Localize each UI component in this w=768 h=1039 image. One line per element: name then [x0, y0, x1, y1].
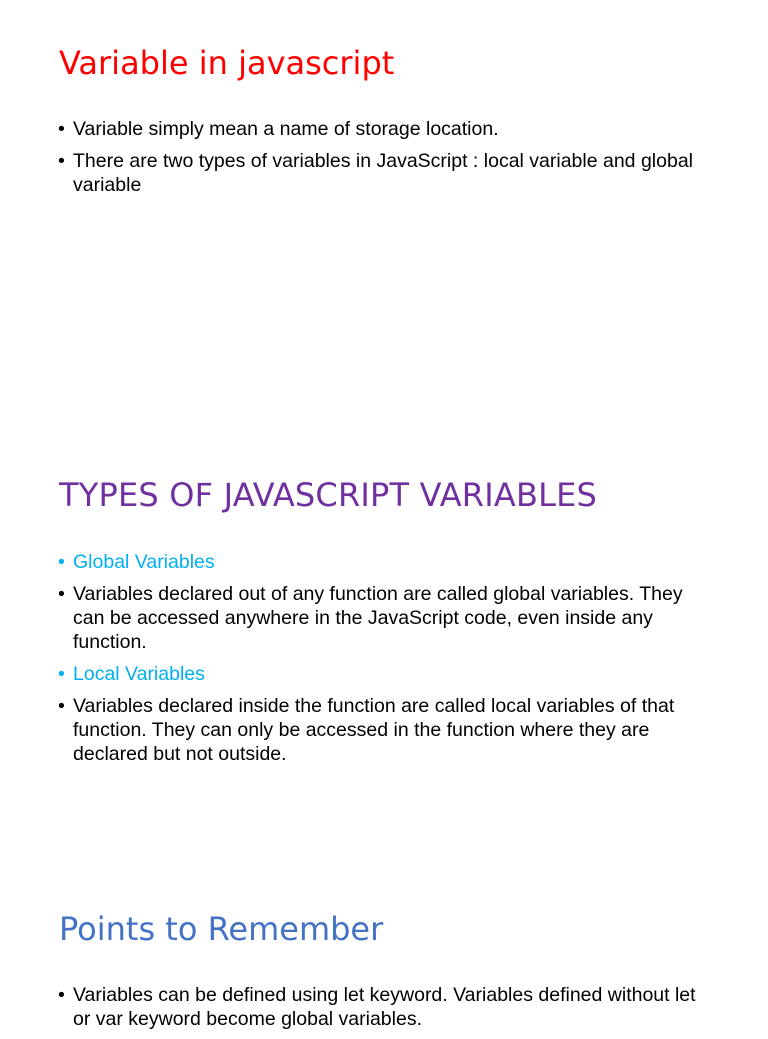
bullet-dot-icon: •: [58, 551, 65, 573]
bullet-subheading-local: [58, 662, 718, 686]
slide-title: TYPES OF JAVASCRIPT VARIABLES: [59, 476, 598, 514]
slide-title: Variable in javascript: [59, 44, 395, 82]
bullet-item: [58, 117, 718, 141]
bullet-text: Variable simply mean a name of storage location.: [73, 118, 499, 140]
bullet-dot-icon: •: [58, 695, 65, 717]
bullet-text: Variables can be defined using let keyword. Variables defined without let or var keyword become global variables.: [73, 984, 696, 1030]
bullet-text: Local Variables: [73, 663, 205, 685]
bullet-text: Global Variables: [73, 551, 215, 573]
bullet-subheading-global: [58, 550, 718, 574]
bullet-text: Variables declared inside the function are called local variables of that function. They can only be accessed in the function where they are declared but not outside.: [73, 695, 675, 765]
bullet-item: [58, 694, 718, 766]
bullet-item: [58, 149, 718, 197]
bullet-dot-icon: •: [58, 150, 65, 172]
bullet-text: Variables declared out of any function are called global variables. They can be accessed anywhere in the JavaScript code, even inside any function.: [73, 583, 683, 653]
bullet-text: There are two types of variables in JavaScript : local variable and global variable: [73, 150, 693, 196]
bullet-dot-icon: •: [58, 583, 65, 605]
bullet-list: [58, 983, 718, 1039]
bullet-dot-icon: •: [58, 663, 65, 685]
bullet-item: [58, 582, 718, 654]
bullet-dot-icon: •: [58, 118, 65, 140]
bullet-dot-icon: •: [58, 984, 65, 1006]
bullet-list: [58, 117, 718, 205]
slide-title: Points to Remember: [59, 910, 384, 948]
bullet-list: [58, 550, 718, 774]
